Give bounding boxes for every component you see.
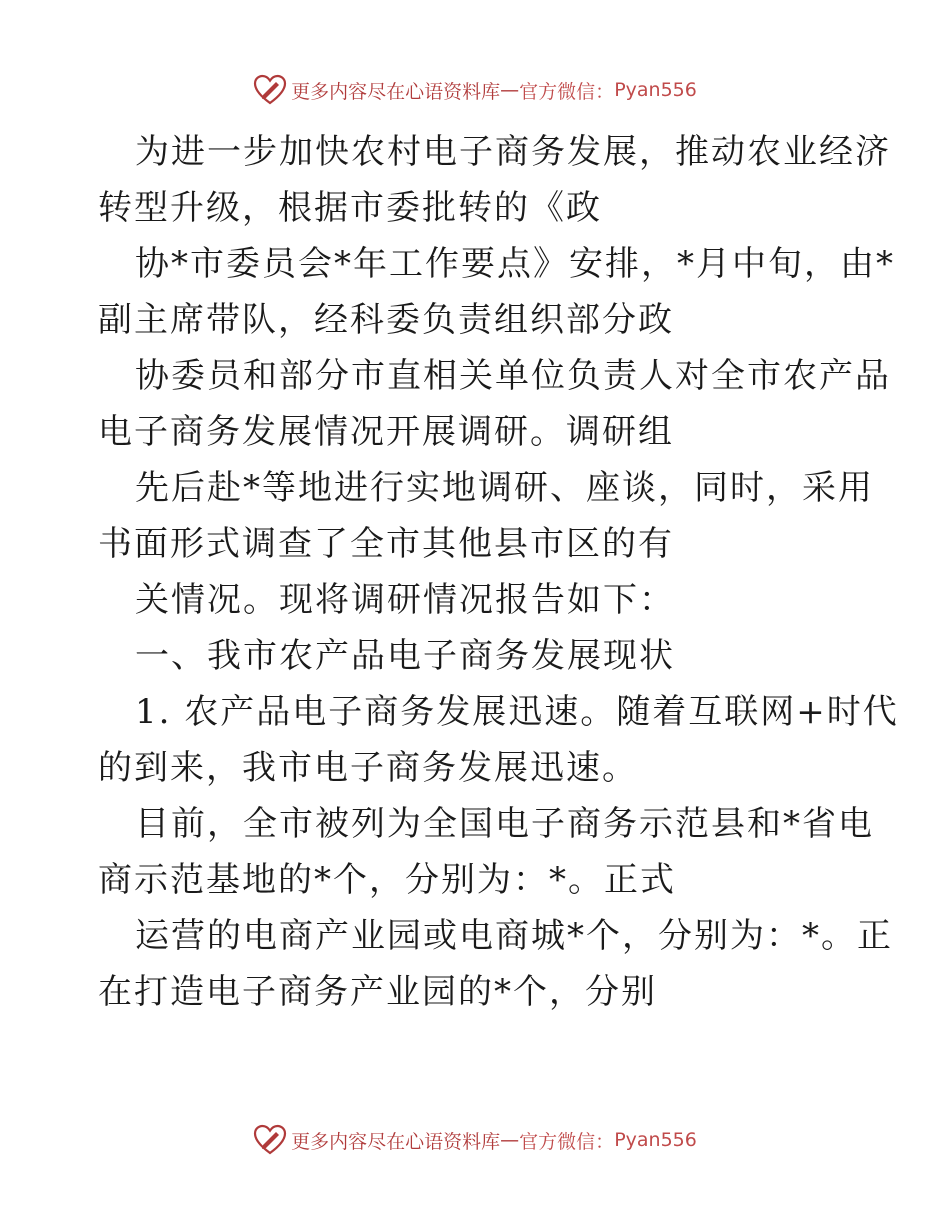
paragraph-line: 1. 农产品电子商务发展迅速。随着互联网+时代	[135, 692, 899, 732]
paragraph-line: 的到来，我市电子商务发展迅速。	[98, 748, 638, 788]
paragraph-line: 转型升级，根据市委批转的《政	[98, 188, 602, 228]
paragraph-line: 协*市委员会*年工作要点》安排，*月中旬，由*	[135, 244, 895, 284]
wechat-id: Pyan556	[614, 1129, 697, 1151]
separator: —	[500, 79, 520, 101]
heart-pen-logo-icon	[253, 73, 287, 107]
section-heading: 一、我市农产品电子商务发展现状	[135, 636, 675, 676]
paragraph-line: 副主席带队，经科委负责组织部分政	[98, 300, 674, 340]
paragraph-line: 运营的电商产业园或电商城*个，分别为：*。正	[135, 916, 893, 956]
heart-pen-logo-icon	[253, 1123, 287, 1157]
official-label: 官方微信：	[519, 1130, 615, 1153]
paragraph-line: 目前，全市被列为全国电子商务示范县和*省电	[135, 804, 874, 844]
paragraph-line: 协委员和部分市直相关单位负责人对全市农产品	[135, 356, 891, 396]
paragraph-line: 为进一步加快农村电子商务发展，推动农业经济	[135, 132, 891, 172]
brand-text: 更多内容尽在心语资料库	[291, 1130, 501, 1153]
paragraph-line: 电子商务发展情况开展调研。调研组	[98, 412, 674, 452]
paragraph-line: 书面形式调查了全市其他县市区的有	[98, 524, 674, 564]
paragraph-line: 关情况。现将调研情况报告如下：	[135, 580, 675, 620]
paragraph-line: 在打造电子商务产业园的*个，分别	[98, 972, 657, 1012]
separator: —	[500, 1129, 520, 1151]
official-label: 官方微信：	[519, 80, 615, 103]
header-watermark	[0, 70, 950, 110]
wechat-id: Pyan556	[614, 79, 697, 101]
brand-text: 更多内容尽在心语资料库	[291, 80, 501, 103]
paragraph-line: 先后赴*等地进行实地调研、座谈，同时，采用	[135, 468, 874, 508]
footer-watermark	[0, 1120, 950, 1160]
paragraph-line: 商示范基地的*个，分别为：*。正式	[98, 860, 676, 900]
document-body	[98, 124, 899, 1020]
